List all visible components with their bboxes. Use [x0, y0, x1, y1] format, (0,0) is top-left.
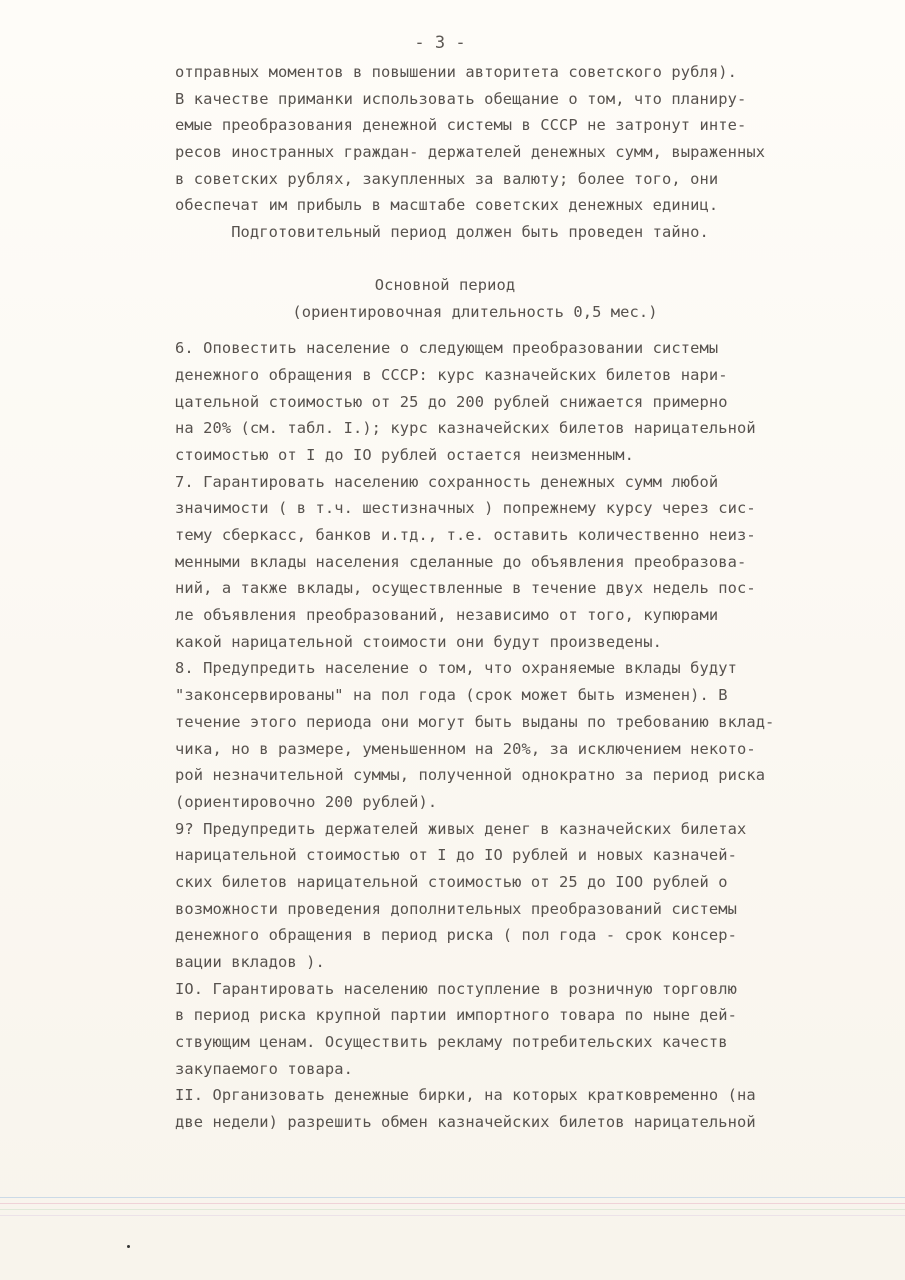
body-line: какой нарицательной стоимости они будут произведены.: [175, 632, 663, 651]
ink-dot: [127, 1245, 130, 1248]
scanner-line: [0, 1197, 905, 1198]
body-line: (ориентировочно 200 рублей).: [175, 792, 438, 811]
intro-line: емые преобразования денежной системы в СССР не затронут инте-: [175, 116, 747, 135]
body-line: чика, но в размере, уменьшенном на 20%, за исключением некото-: [175, 739, 756, 758]
body-line: возможности проведения дополнительных преобразований системы: [175, 899, 737, 918]
intro-line: отправных моментов в повышении авторитета советского рубля).: [175, 63, 737, 81]
section-subtitle: (ориентировочная длительность 0,5 мес.): [292, 302, 658, 321]
body-line: ских билетов нарицательной стоимостью от 25 до IOO рублей о: [175, 872, 728, 891]
body-line: тему сберкасс, банков и.тд., т.е. оставить количественно неиз-: [175, 526, 756, 544]
section-gap: [175, 246, 885, 272]
intro-line: обеспечат им прибыль в масштабе советских денежных единиц.: [175, 196, 719, 215]
body-line: "законсервированы" на пол года (срок может быть изменен). В: [175, 686, 728, 705]
subtitle-gap: [175, 325, 885, 335]
body-line: денежного обращения в СССР: курс казначейских билетов нари-: [175, 365, 728, 384]
body-line: ствующим ценам. Осуществить рекламу потребительских качеств: [175, 1033, 728, 1052]
intro-line: В качестве приманки использовать обещание о том, что планиру-: [175, 89, 747, 108]
body-line: 8. Предупредить население о том, что охраняемые вклады будут: [175, 659, 737, 678]
body-line: II. Организовать денежные бирки, на которых кратковременно (на: [175, 1086, 756, 1105]
body-line: цательной стоимостью от 25 до 200 рублей снижается примерно: [175, 392, 728, 411]
page-number: - 3 -: [414, 33, 466, 53]
body-line: IO. Гарантировать населению поступление в розничную торговлю: [175, 979, 737, 998]
section-title: Основной период: [374, 275, 516, 294]
scanner-line: [0, 1209, 905, 1210]
body-line: ле объявления преобразований, независимо от того, купюрами: [175, 606, 719, 625]
body-line: нарицательной стоимостью от I до IO рублей и новых казначей-: [175, 846, 737, 865]
body-line: течение этого периода они могут быть выданы по требованию вклад-: [175, 712, 775, 731]
body-line: значимости ( в т.ч. шестизначных ) попрежнему курсу через сис-: [175, 499, 756, 518]
document-body: [175, 30, 885, 1136]
body-line: 6. Оповестить население о следующем преобразовании системы: [175, 339, 719, 358]
body-line: 9? Предупредить держателей живых денег в казначейских билетах: [175, 819, 747, 838]
intro-line: ресов иностранных граждан- держателей денежных сумм, выраженных: [175, 143, 766, 162]
body-line: вации вкладов ).: [175, 953, 325, 971]
body-line: 7. Гарантировать населению сохранность денежных сумм любой: [175, 472, 719, 491]
body-line: денежного обращения в период риска ( пол года - срок консер-: [175, 926, 737, 945]
body-line: менными вклады населения сделанные до объявления преобразова-: [175, 552, 747, 571]
scanner-line: [0, 1215, 905, 1216]
body-line: закупаемого товара.: [175, 1059, 353, 1078]
body-line: две недели) разрешить обмен казначейских билетов нарицательной: [175, 1113, 756, 1132]
body-line: в период риска крупной партии импортного товара по ныне дей-: [175, 1006, 737, 1025]
body-line: рой незначительной суммы, полученной однократно за период риска: [175, 766, 766, 785]
header-gap: [175, 30, 885, 59]
body-line: ний, а также вклады, осуществленные в течение двух недель пос-: [175, 579, 756, 598]
scanner-line: [0, 1203, 905, 1204]
intro-line: в советских рублях, закупленных за валюту; более того, они: [175, 169, 719, 188]
intro-paragraph: [175, 59, 885, 246]
body-line: на 20% (см. табл. I.); курс казначейских билетов нарицательной: [175, 419, 756, 438]
intro-line: Подготовительный период должен быть проведен тайно.: [175, 223, 709, 242]
body-line: стоимостью от I до IO рублей остается неизменным.: [175, 445, 634, 464]
body-text: [175, 335, 885, 1136]
